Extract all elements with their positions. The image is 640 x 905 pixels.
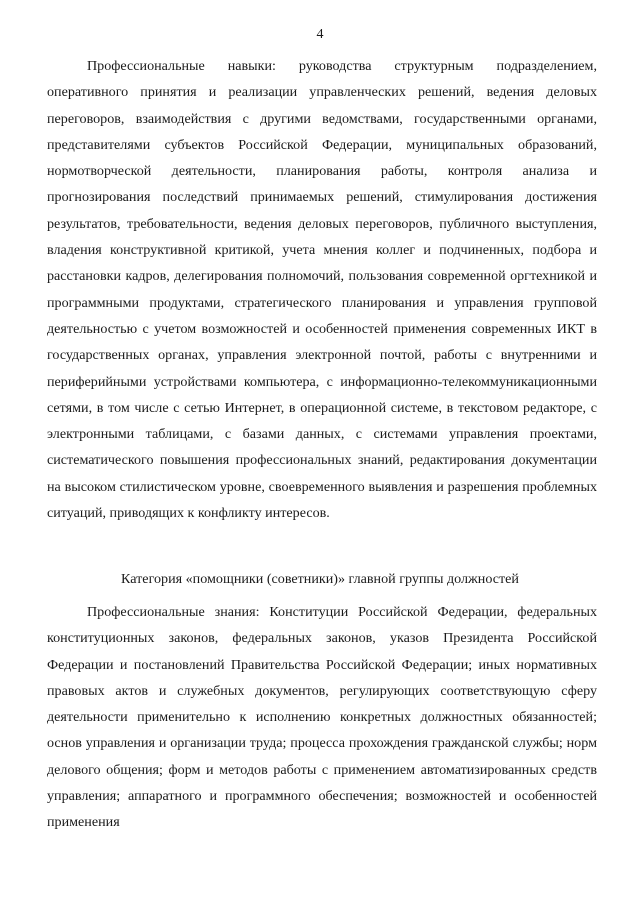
category-heading: Категория «помощники (советники)» главной группы должностей xyxy=(121,571,519,587)
page-number: 4 xyxy=(316,27,324,42)
professional-knowledge-paragraph: Профессиональные знания: Конституции Российской Федерации, федеральных конституционных законов, федеральных законов, указов Президента Российской Федерации и постановлений Правительства Российской Федерации; иных нормативных правовых актов и служебных документов, регулирующих соответствующую сферу деятельности применительно к исполнению конкретных должностных обязанностей; основ управления и организации труда; процесса прохождения гражданской службы; норм делового общения; форм и методов работы с применением автоматизированных средств управления; аппаратного и программного обеспечения; возможностей и особенностей применения xyxy=(47,604,597,831)
professional-skills-paragraph: Профессиональные навыки: руководства структурным подразделением, оперативного принятия и реализации управленческих решений, ведения деловых переговоров, взаимодействия с другими ведомствами, государственными органами, представителями субъектов Российской Федерации, муниципальных образований, нормотворческой деятельности, планирования работы, контроля анализа и прогнозирования последствий принимаемых решений, стимулирования достижения результатов, требовательности, ведения деловых переговоров, публичного выступления, владения конструктивной критикой, учета мнения коллег и подчиненных, подбора и расстановки кадров, делегирования полномочий, пользования современной оргтехникой и программными продуктами, стратегического планирования и управления групповой деятельностью с учетом возможностей и особенностей применения современных ИКТ в государственных органах, управления электронной почтой, работы с внутренними и периферийными устройствами компьютера, с информационно-телекоммуникационными сетями, в том числе с сетью Интернет, в операционной системе, в текстовом редакторе, с электронными таблицами, с базами данных, с системами управления проектами, систематического повышения профессиональных знаний, редактирования документации на высоком стилистическом уровне, своевременного выявления и разрешения проблемных ситуаций, приводящих к конфликту интересов. xyxy=(47,58,597,522)
skills-section xyxy=(47,53,597,526)
knowledge-section xyxy=(47,599,597,836)
